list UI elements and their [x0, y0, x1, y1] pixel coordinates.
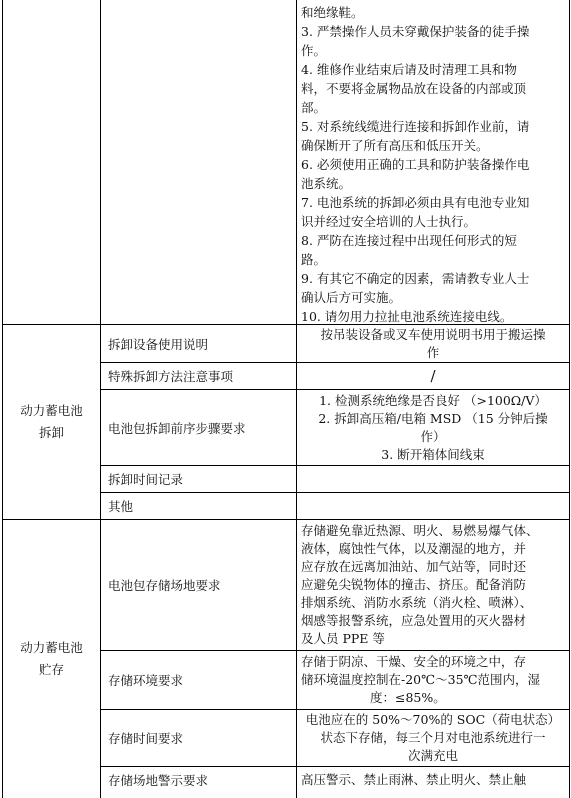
content-line: 次满充电	[407, 748, 458, 763]
content-line: 度：≤85%。	[370, 690, 446, 705]
item-label: 拆卸设备使用说明	[108, 336, 209, 352]
item-cell	[108, 466, 183, 492]
safety-note-line: 作。	[301, 43, 327, 58]
safety-note-line: 路。	[301, 252, 327, 267]
row-border	[100, 492, 570, 493]
content-line: 3. 断开箱体间线束	[381, 446, 485, 462]
safety-note-line: 5. 对系统线缆进行连接和拆卸作业前，请	[301, 119, 530, 134]
safety-note-line: 确保断开了所有高压和低压开关。	[301, 138, 489, 153]
content-line: 存储于阴凉、干燥、安全的环境之中，存	[301, 654, 527, 669]
item-label: 存储场地警示要求	[108, 773, 209, 788]
item-cell	[108, 651, 183, 709]
safety-note-line: 料，不要将金属物品放在设备的内部或顶	[301, 81, 527, 96]
content-cell	[297, 710, 569, 766]
content-line: 及人员 PPE 等	[301, 631, 385, 646]
safety-note-line: 和绝缘鞋。	[301, 5, 364, 20]
item-label: 拆卸时间记录	[108, 472, 184, 487]
table-border-right	[569, 0, 570, 798]
content-line: 按吊装设备或叉车使用说明书用于搬运操	[320, 326, 546, 342]
item-label: 特殊拆卸方法注意事项	[108, 369, 234, 384]
content-line: 排烟系统、消防水系统（消火栓、喷淋）、	[301, 595, 533, 610]
safety-note-line: 识并经过安全培训的人士执行。	[301, 214, 477, 229]
safety-note-line: 确认后方可实施。	[301, 290, 402, 305]
content-line: 2. 拆卸高压箱/电箱 MSD （15 分钟后操	[318, 410, 548, 426]
safety-note-line: 7. 电池系统的拆卸必须由具有电池专业知	[301, 195, 530, 210]
content-line: 1. 检测系统绝缘是否良好 （>100Ω/V）	[319, 392, 547, 408]
content-cell	[297, 363, 569, 389]
column-divider-category	[100, 0, 101, 798]
safety-note-line: 9. 有其它不确定的因素，需请教专业人士	[301, 271, 530, 286]
content-line: 电池应在的 50%～70%的 SOC（荷电状态）	[305, 712, 561, 727]
content-line: 存储避免靠近热源、明火、易燃易爆气体、	[301, 523, 539, 538]
content-line: 储环境温度控制在-20℃～35℃范围内，湿	[301, 672, 541, 687]
item-cell	[108, 520, 221, 650]
item-cell	[108, 710, 183, 766]
content-line: 烟感等报警系统，应急处置用的灭火器材	[301, 613, 527, 628]
item-label: 电池包存储场地要求	[108, 578, 221, 593]
safety-note-line: 10. 请勿用力拉扯电池系统连接电线。	[301, 309, 513, 324]
content-line: 作	[426, 344, 440, 360]
category-label: 贮存	[38, 662, 64, 677]
category-label: 拆卸	[38, 425, 64, 440]
category-cell-storage	[3, 520, 100, 798]
content-cell	[297, 390, 569, 465]
safety-note-line: 6. 必须使用正确的工具和防护装备操作电	[301, 157, 530, 172]
category-label: 动力蓄电池	[20, 640, 83, 655]
item-cell	[108, 325, 208, 362]
item-label: 存储环境要求	[108, 673, 184, 688]
item-label: 电池包拆卸前序步骤要求	[108, 420, 246, 436]
content-line: 应避免尖锐物体的撞击、挤压。配备消防	[301, 577, 527, 592]
category-cell-disassembly	[3, 325, 100, 519]
safety-note-line: 4. 维修作业结束后请及时清理工具和物	[301, 62, 517, 77]
safety-note-line: 8. 严防在连接过程中出现任何形式的短	[301, 233, 517, 248]
item-label: 其他	[108, 499, 134, 514]
safety-note-line: 部。	[301, 100, 327, 115]
category-label: 动力蓄电池	[20, 403, 83, 418]
content-cell	[297, 325, 569, 362]
content-line: 高压警示、禁止雨淋、禁止明火、禁止触	[301, 772, 527, 787]
item-cell	[108, 493, 133, 519]
item-cell	[108, 767, 208, 793]
safety-note-line: 池系统。	[301, 176, 352, 191]
content-line: 状态下存储，每三个月对电池系统进行一	[320, 730, 546, 745]
content-line: 液体，腐蚀性气体，以及潮湿的地方，并	[301, 541, 527, 556]
item-cell	[108, 363, 233, 389]
item-label: 存储时间要求	[108, 731, 184, 746]
item-cell	[108, 390, 246, 465]
content-line: 应存放在远离加油站、加气站等，同时还	[301, 559, 527, 574]
safety-note-line: 3. 严禁操作人员未穿戴保护装备的徒手操	[301, 24, 530, 39]
content-line: 作）	[420, 428, 446, 444]
content-line: /	[430, 367, 436, 385]
